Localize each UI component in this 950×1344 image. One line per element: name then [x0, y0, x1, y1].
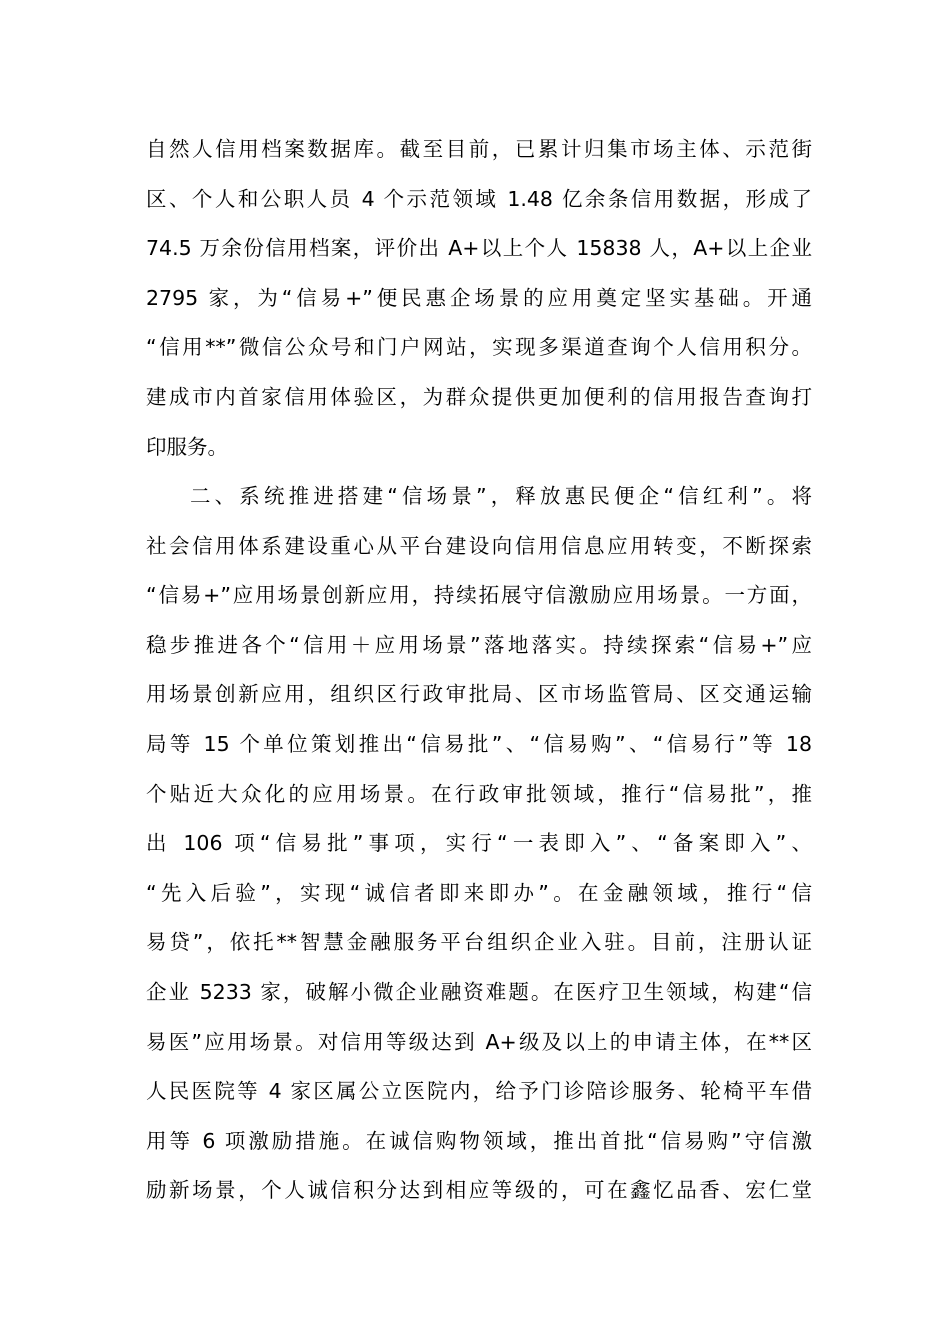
paragraph-credit-database — [146, 125, 812, 472]
text-line: 74.5 万余份信用档案，评价出 A+以上个人 15838 人，A+以上企业 — [146, 236, 812, 261]
text-line: “先入后验”，实现“诚信者即来即办”。在金融领域，推行“信 — [146, 880, 812, 905]
text-line: 企业 5233 家，破解小微企业融资难题。在医疗卫生领域，构建“信 — [146, 979, 812, 1004]
text-line: 人民医院等 4 家区属公立医院内，给予门诊陪诊服务、轮椅平车借 — [146, 1079, 812, 1104]
text-line: 励新场景，个人诚信积分达到相应等级的，可在鑫忆品香、宏仁堂 — [146, 1178, 812, 1203]
text-line: 印服务。 — [146, 434, 228, 459]
paragraph-credit-scenarios — [146, 472, 812, 1216]
text-line: “信用**”微信公众号和门户网站，实现多渠道查询个人信用积分。 — [146, 335, 812, 360]
text-line: 个贴近大众化的应用场景。在行政审批领域，推行“信易批”，推 — [146, 781, 812, 806]
text-line: 区、个人和公职人员 4 个示范领域 1.48 亿余条信用数据，形成了 — [146, 186, 812, 211]
text-line: 用等 6 项激励措施。在诚信购物领域，推出首批“信易购”守信激 — [146, 1128, 812, 1153]
text-line: 二、系统推进搭建“信场景”，释放惠民便企“信红利”。将 — [190, 484, 812, 508]
text-line: 局等 15 个单位策划推出“信易批”、“信易购”、“信易行”等 18 — [146, 731, 812, 756]
text-line: 2795 家，为“信易+”便民惠企场景的应用奠定坚实基础。开通 — [146, 285, 812, 310]
text-line: 社会信用体系建设重心从平台建设向信用信息应用转变，不断探索 — [146, 533, 812, 558]
text-line: 出 106 项“信易批”事项，实行“一表即入”、“备案即入”、 — [146, 831, 812, 856]
text-line: 用场景创新应用，组织区行政审批局、区市场监管局、区交通运输 — [146, 682, 812, 707]
text-line: 稳步推进各个“信用＋应用场景”落地落实。持续探索“信易+”应 — [146, 632, 812, 657]
text-line: 易医”应用场景。对信用等级达到 A+级及以上的申请主体，在**区 — [146, 1029, 812, 1054]
text-line: 建成市内首家信用体验区，为群众提供更加便利的信用报告查询打 — [146, 384, 812, 409]
text-line: 自然人信用档案数据库。截至目前，已累计归集市场主体、示范街 — [146, 137, 812, 161]
text-line: “信易+”应用场景创新应用，持续拓展守信激励应用场景。一方面， — [146, 583, 812, 608]
text-line: 易贷”，依托**智慧金融服务平台组织企业入驻。目前，注册认证 — [146, 930, 812, 955]
